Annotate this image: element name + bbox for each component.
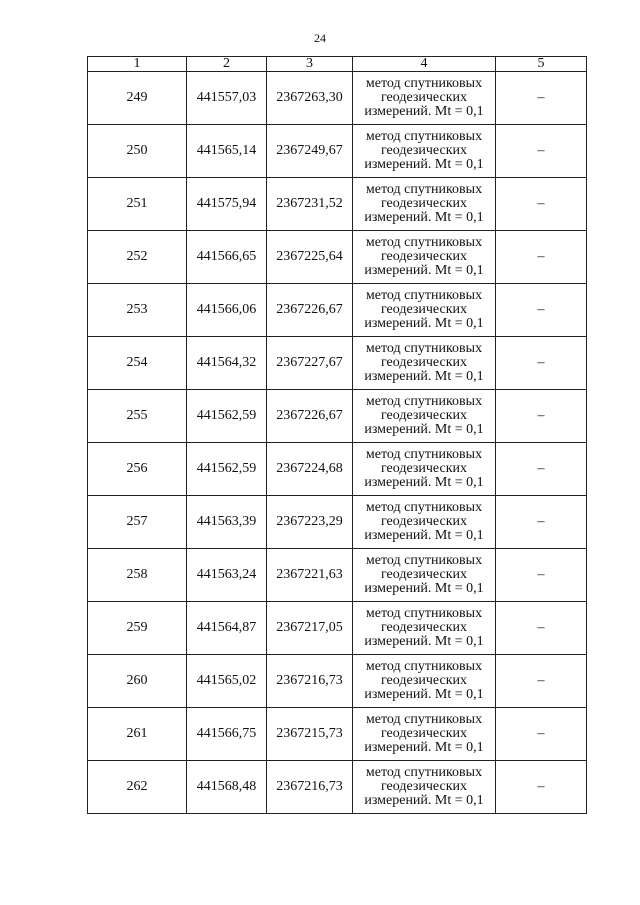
method-line: геодезических (380, 673, 467, 688)
note-cell: – (496, 549, 587, 602)
table-row (88, 284, 587, 337)
method-cell (353, 337, 496, 390)
table-body (88, 72, 587, 814)
method-line: геодезических (380, 196, 467, 211)
method-line: геодезических (380, 408, 467, 423)
note-cell: – (496, 496, 587, 549)
y-coordinate-cell: 2367249,67 (267, 125, 353, 178)
note-cell: – (496, 761, 587, 814)
point-number-cell: 262 (88, 761, 187, 814)
method-cell (353, 602, 496, 655)
method-line: метод спутниковых (365, 606, 483, 621)
point-number-cell: 249 (88, 72, 187, 125)
note-cell: – (496, 443, 587, 496)
method-line: измерений. Mt = 0,1 (364, 687, 484, 702)
method-line: измерений. Mt = 0,1 (364, 263, 484, 278)
y-coordinate-cell: 2367216,73 (267, 761, 353, 814)
y-coordinate-cell: 2367231,52 (267, 178, 353, 231)
point-number-cell: 256 (88, 443, 187, 496)
method-line: метод спутниковых (365, 712, 483, 727)
method-cell (353, 390, 496, 443)
column-header: 4 (353, 57, 496, 72)
page-number: 24 (314, 31, 326, 45)
x-coordinate-cell: 441566,75 (187, 708, 267, 761)
method-cell (353, 231, 496, 284)
table-row (88, 602, 587, 655)
method-line: геодезических (380, 143, 467, 158)
x-coordinate-cell: 441557,03 (187, 72, 267, 125)
x-coordinate-cell: 441565,14 (187, 125, 267, 178)
point-number-cell: 258 (88, 549, 187, 602)
point-number-cell: 261 (88, 708, 187, 761)
table-row (88, 496, 587, 549)
method-line: геодезических (380, 355, 467, 370)
method-line: метод спутниковых (365, 129, 483, 144)
y-coordinate-cell: 2367216,73 (267, 655, 353, 708)
y-coordinate-cell: 2367225,64 (267, 231, 353, 284)
method-cell (353, 178, 496, 231)
method-line: измерений. Mt = 0,1 (364, 528, 484, 543)
note-cell: – (496, 337, 587, 390)
point-number-cell: 259 (88, 602, 187, 655)
point-number-cell: 255 (88, 390, 187, 443)
y-coordinate-cell: 2367217,05 (267, 602, 353, 655)
x-coordinate-cell: 441563,24 (187, 549, 267, 602)
x-coordinate-cell: 441562,59 (187, 443, 267, 496)
x-coordinate-cell: 441564,32 (187, 337, 267, 390)
method-line: метод спутниковых (365, 394, 483, 409)
x-coordinate-cell: 441563,39 (187, 496, 267, 549)
table-row (88, 390, 587, 443)
method-line: метод спутниковых (365, 341, 483, 356)
x-coordinate-cell: 441565,02 (187, 655, 267, 708)
y-coordinate-cell: 2367226,67 (267, 390, 353, 443)
method-line: геодезических (380, 90, 467, 105)
method-line: геодезических (380, 249, 467, 264)
method-line: метод спутниковых (365, 765, 483, 780)
method-line: метод спутниковых (365, 447, 483, 462)
method-cell (353, 496, 496, 549)
method-line: измерений. Mt = 0,1 (364, 104, 484, 119)
method-line: измерений. Mt = 0,1 (364, 369, 484, 384)
note-cell: – (496, 655, 587, 708)
y-coordinate-cell: 2367224,68 (267, 443, 353, 496)
method-line: измерений. Mt = 0,1 (364, 634, 484, 649)
method-line: измерений. Mt = 0,1 (364, 316, 484, 331)
table-row (88, 708, 587, 761)
note-cell: – (496, 390, 587, 443)
method-cell (353, 125, 496, 178)
method-line: измерений. Mt = 0,1 (364, 581, 484, 596)
method-line: геодезических (380, 567, 467, 582)
table-row (88, 178, 587, 231)
note-cell: – (496, 708, 587, 761)
y-coordinate-cell: 2367221,63 (267, 549, 353, 602)
point-number-cell: 253 (88, 284, 187, 337)
x-coordinate-cell: 441564,87 (187, 602, 267, 655)
method-line: геодезических (380, 726, 467, 741)
method-line: измерений. Mt = 0,1 (364, 210, 484, 225)
column-header: 5 (496, 57, 587, 72)
method-line: геодезических (380, 779, 467, 794)
method-cell (353, 549, 496, 602)
note-cell: – (496, 125, 587, 178)
method-line: метод спутниковых (365, 500, 483, 515)
y-coordinate-cell: 2367226,67 (267, 284, 353, 337)
method-line: измерений. Mt = 0,1 (364, 793, 484, 808)
method-line: измерений. Mt = 0,1 (364, 740, 484, 755)
note-cell: – (496, 72, 587, 125)
x-coordinate-cell: 441566,65 (187, 231, 267, 284)
point-number-cell: 260 (88, 655, 187, 708)
column-header: 3 (267, 57, 353, 72)
y-coordinate-cell: 2367215,73 (267, 708, 353, 761)
method-line: метод спутниковых (365, 659, 483, 674)
table-row (88, 549, 587, 602)
method-line: геодезических (380, 461, 467, 476)
method-line: метод спутниковых (365, 553, 483, 568)
point-number-cell: 250 (88, 125, 187, 178)
point-number-cell: 251 (88, 178, 187, 231)
method-cell (353, 72, 496, 125)
method-line: метод спутниковых (365, 76, 483, 91)
column-header: 1 (88, 57, 187, 72)
table-row (88, 655, 587, 708)
method-line: метод спутниковых (365, 288, 483, 303)
table-row (88, 443, 587, 496)
method-cell (353, 284, 496, 337)
method-cell (353, 761, 496, 814)
method-line: измерений. Mt = 0,1 (364, 157, 484, 172)
method-line: геодезических (380, 514, 467, 529)
method-line: геодезических (380, 620, 467, 635)
method-line: метод спутниковых (365, 182, 483, 197)
table-header-row (88, 57, 587, 72)
y-coordinate-cell: 2367227,67 (267, 337, 353, 390)
note-cell: – (496, 284, 587, 337)
method-cell (353, 655, 496, 708)
table-row (88, 231, 587, 284)
method-line: измерений. Mt = 0,1 (364, 475, 484, 490)
table-row (88, 761, 587, 814)
x-coordinate-cell: 441562,59 (187, 390, 267, 443)
x-coordinate-cell: 441566,06 (187, 284, 267, 337)
point-number-cell: 252 (88, 231, 187, 284)
y-coordinate-cell: 2367223,29 (267, 496, 353, 549)
point-number-cell: 254 (88, 337, 187, 390)
table-row (88, 72, 587, 125)
method-line: метод спутниковых (365, 235, 483, 250)
note-cell: – (496, 231, 587, 284)
method-cell (353, 443, 496, 496)
note-cell: – (496, 602, 587, 655)
column-header: 2 (187, 57, 267, 72)
y-coordinate-cell: 2367263,30 (267, 72, 353, 125)
table-row (88, 337, 587, 390)
table-row (88, 125, 587, 178)
method-line: геодезических (380, 302, 467, 317)
point-number-cell: 257 (88, 496, 187, 549)
method-line: измерений. Mt = 0,1 (364, 422, 484, 437)
method-cell (353, 708, 496, 761)
note-cell: – (496, 178, 587, 231)
coordinates-table (87, 56, 587, 814)
x-coordinate-cell: 441568,48 (187, 761, 267, 814)
x-coordinate-cell: 441575,94 (187, 178, 267, 231)
